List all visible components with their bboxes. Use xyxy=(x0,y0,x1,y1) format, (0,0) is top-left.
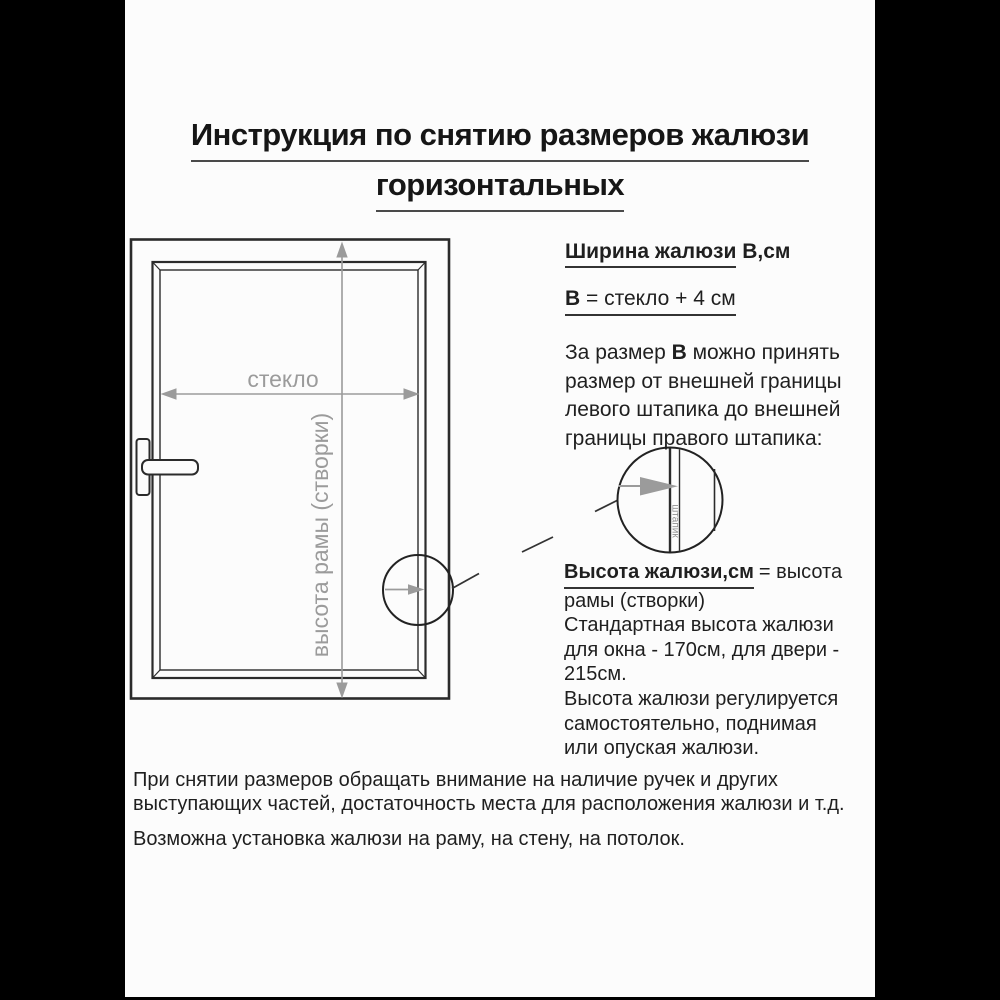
leader-line-segment-3 xyxy=(595,500,618,512)
height-section-heading xyxy=(564,560,842,589)
height-section xyxy=(564,560,842,761)
width-formula-underlined xyxy=(565,287,736,316)
glass-label: стекло xyxy=(247,366,319,392)
footer-note-1 xyxy=(133,768,845,816)
height-line-1: рамы (створки) xyxy=(564,589,705,612)
height-line-7: или опуская жалюзи. xyxy=(564,737,760,760)
bead-label: штапик xyxy=(669,504,681,538)
width-heading-rest: В,см xyxy=(736,240,791,263)
leader-line-segment-1 xyxy=(452,574,479,589)
glass-width-arrowhead-right xyxy=(404,388,420,399)
height-line-4: 215см. xyxy=(564,663,627,686)
formula-letter-b: В xyxy=(565,287,581,310)
page-title-line2: горизонтальных xyxy=(125,162,875,212)
height-line-2: Стандартная высота жалюзи xyxy=(564,614,834,637)
footer-note-1-line-2: выступающих частей, достаточность места для расположения жалюзи и т.д. xyxy=(133,793,845,815)
footer-note-1-line-1: При снятии размеров обращать внимание на наличие ручек и других xyxy=(133,769,778,791)
sash-miter-bottom-right xyxy=(418,670,426,678)
frame-height-arrowhead-top xyxy=(336,242,347,258)
width-para-line-1: За размер В можно принять xyxy=(565,341,840,364)
height-heading-underlined: Высота жалюзи,см xyxy=(564,560,754,589)
width-section-paragraph xyxy=(565,339,842,453)
width-para-line-3: левого штапика до внешней xyxy=(565,398,841,422)
sash-miter-top-right xyxy=(418,262,426,270)
leader-line-segment-2 xyxy=(522,537,553,552)
width-para-line-2: размер от внешней границы xyxy=(565,369,842,393)
page-title-line1: Инструкция по снятию размеров жалюзи xyxy=(125,112,875,162)
glass-width-arrowhead-left xyxy=(161,388,177,399)
frame-height-arrowhead-bottom xyxy=(336,683,347,699)
width-section-heading xyxy=(565,240,790,268)
sash-miter-top-left xyxy=(153,262,161,270)
magnifier-arrowhead xyxy=(408,584,425,594)
width-para-line-4: границы правого штапика: xyxy=(565,426,823,450)
height-heading-rest: = высота xyxy=(758,561,843,583)
sash-miter-bottom-left xyxy=(153,670,161,678)
height-line-3: для окна - 170см, для двери - xyxy=(564,638,840,661)
height-line-6: самостоятельно, поднимая xyxy=(564,712,817,735)
width-formula xyxy=(565,287,736,316)
footer-note-2: Возможна установка жалюзи на раму, на стену, на потолок. xyxy=(133,828,685,850)
width-heading-underlined: Ширина жалюзи xyxy=(565,240,736,268)
frame-height-label: высота рамы (створки) xyxy=(307,412,333,658)
window-handle-lever xyxy=(142,460,198,475)
height-line-5: Высота жалюзи регулируется xyxy=(564,687,839,710)
formula-rest: = стекло + 4 см xyxy=(580,287,736,310)
